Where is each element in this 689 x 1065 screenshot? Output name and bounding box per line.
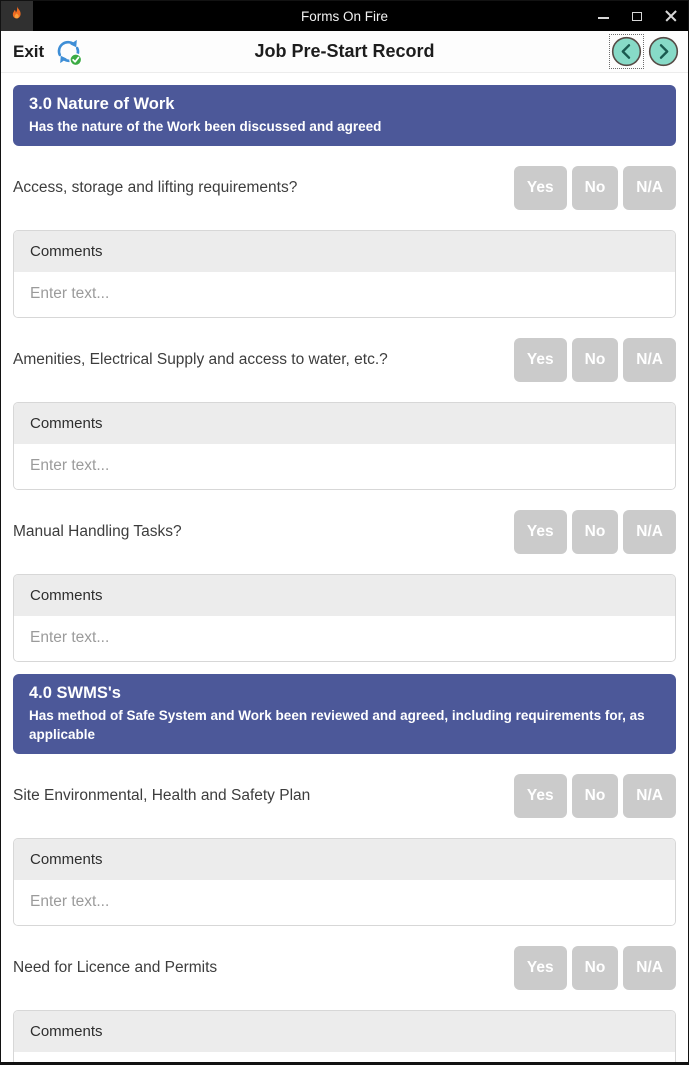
na-button[interactable]: N/A <box>623 774 676 818</box>
comments-block <box>13 402 676 490</box>
section-title: 4.0 SWMS's <box>29 683 121 702</box>
section-header <box>13 85 676 146</box>
comments-block <box>13 838 676 926</box>
app-header <box>1 31 688 73</box>
comments-label: Comments <box>14 231 675 272</box>
question-label: Amenities, Electrical Supply and access to water, etc.? <box>13 350 388 368</box>
na-button[interactable]: N/A <box>623 510 676 554</box>
comments-input[interactable] <box>14 880 675 925</box>
section-subtitle: Has method of Safe System and Work been reviewed and agreed, including requirements for, as applicable <box>29 707 645 743</box>
yes-button[interactable]: Yes <box>514 510 567 554</box>
comments-input[interactable] <box>14 616 675 661</box>
comments-label: Comments <box>14 1011 675 1052</box>
question-label: Manual Handling Tasks? <box>13 522 182 540</box>
answer-group <box>514 166 676 210</box>
titlebar[interactable] <box>1 1 688 31</box>
question-row <box>13 946 676 990</box>
comments-label: Comments <box>14 839 675 880</box>
question-row <box>13 774 676 818</box>
section-header <box>13 674 676 754</box>
comments-input[interactable] <box>14 272 675 317</box>
na-button[interactable]: N/A <box>623 166 676 210</box>
section-title: 3.0 Nature of Work <box>29 95 175 113</box>
answer-group <box>514 946 676 990</box>
question-row <box>13 338 676 382</box>
page-title: Job Pre-Start Record <box>254 41 435 61</box>
question-label: Access, storage and lifting requirements? <box>13 178 298 196</box>
flame-icon <box>8 5 26 28</box>
na-button[interactable]: N/A <box>623 338 676 382</box>
app-icon-box <box>1 1 33 31</box>
answer-group <box>514 338 676 382</box>
answer-group <box>514 510 676 554</box>
comments-input[interactable] <box>14 444 675 489</box>
maximize-icon[interactable] <box>620 1 654 31</box>
sync-refresh-icon[interactable] <box>53 36 84 67</box>
minimize-icon[interactable] <box>586 1 620 31</box>
comments-block <box>13 574 676 662</box>
section-subtitle: Has the nature of the Work been discussed and agreed <box>29 119 382 135</box>
comments-label: Comments <box>14 575 675 616</box>
no-button[interactable]: No <box>572 338 619 382</box>
chevron-left-icon[interactable] <box>610 35 643 68</box>
yes-button[interactable]: Yes <box>514 166 567 210</box>
window-title: Forms On Fire <box>300 8 388 24</box>
yes-button[interactable]: Yes <box>514 338 567 382</box>
comments-block <box>13 1010 676 1065</box>
no-button[interactable]: No <box>572 510 619 554</box>
yes-button[interactable]: Yes <box>514 774 567 818</box>
form-content <box>1 85 688 1065</box>
question-label: Site Environmental, Health and Safety Plan <box>13 786 311 804</box>
answer-group <box>514 774 676 818</box>
exit-button[interactable]: Exit <box>13 41 45 61</box>
chevron-right-icon[interactable] <box>647 35 680 68</box>
question-row <box>13 510 676 554</box>
yes-button[interactable]: Yes <box>514 946 567 990</box>
no-button[interactable]: No <box>572 166 619 210</box>
close-icon[interactable] <box>654 1 688 31</box>
comments-input[interactable] <box>14 1052 675 1065</box>
no-button[interactable]: No <box>572 946 619 990</box>
question-label: Need for Licence and Permits <box>13 958 218 976</box>
na-button[interactable]: N/A <box>623 946 676 990</box>
no-button[interactable]: No <box>572 774 619 818</box>
question-row <box>13 166 676 210</box>
comments-block <box>13 230 676 318</box>
comments-label: Comments <box>14 403 675 444</box>
